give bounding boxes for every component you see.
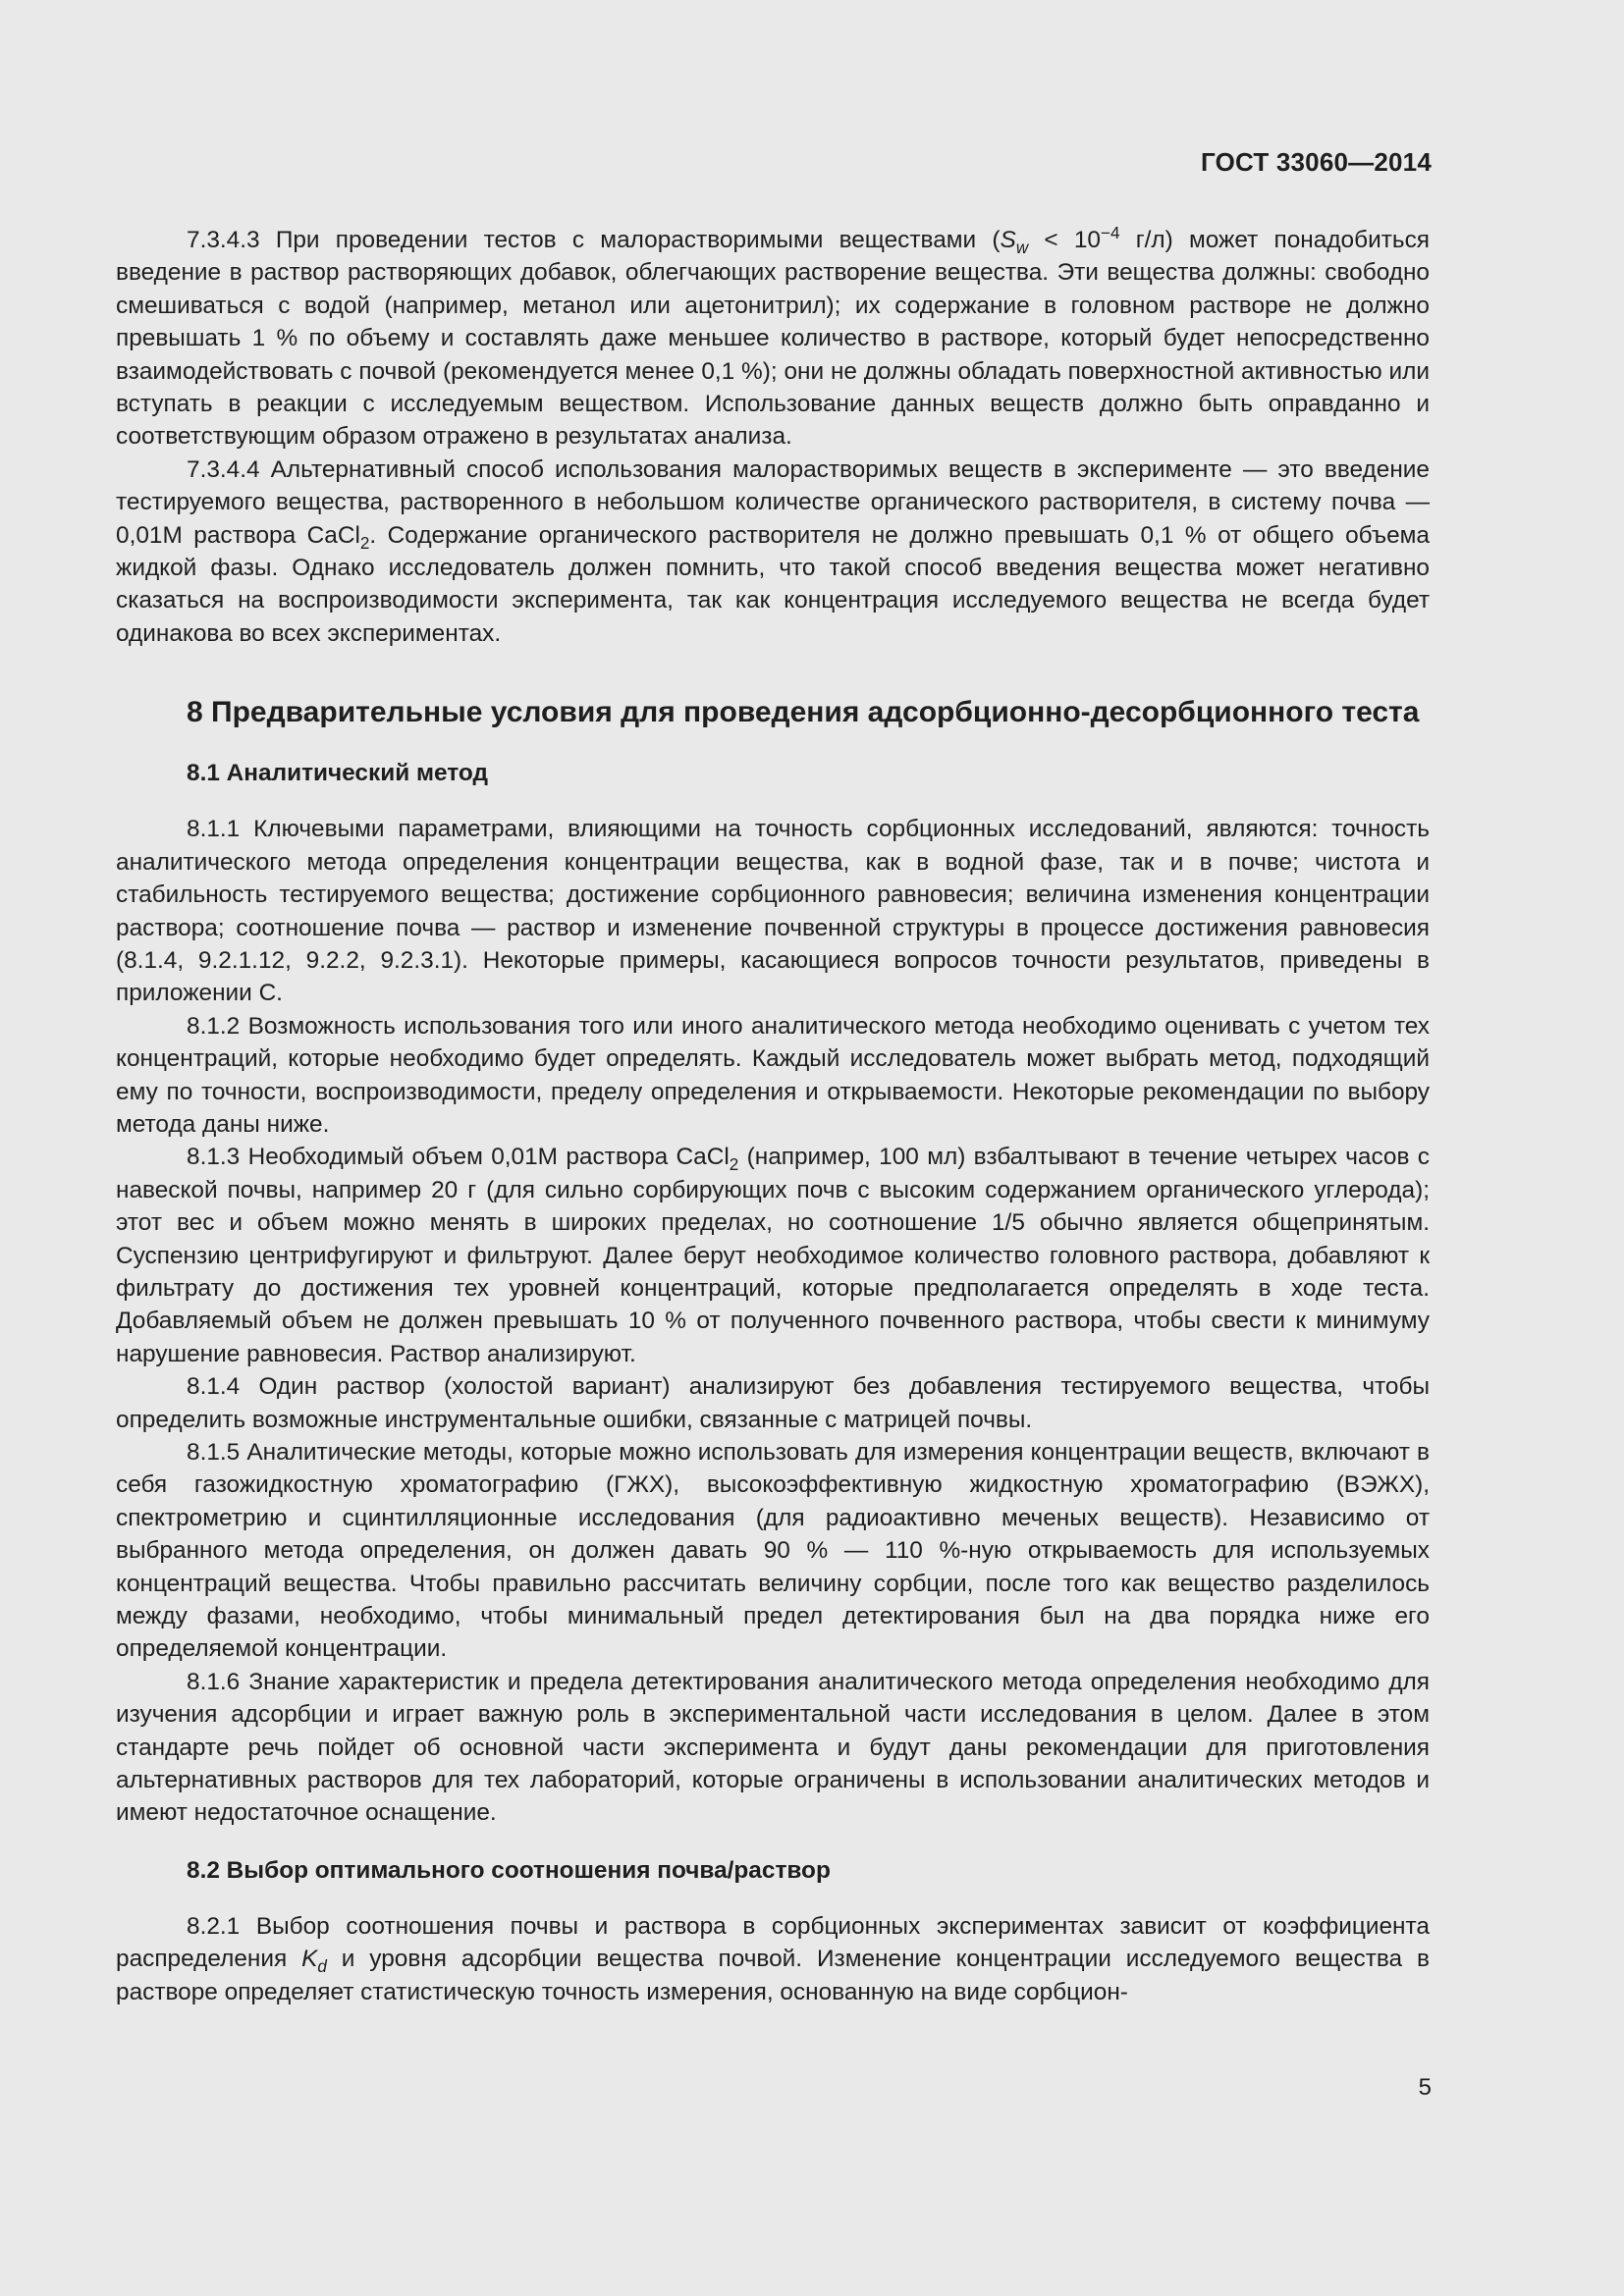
paragraph-7-3-4-3: 7.3.4.3 При проведении тестов с малорастворимыми веществами ($S_w < 10^{-4}$ г/л) может понадобиться введение в раствор растворяющих добавок, облегчающих растворение вещества. Эти вещества должны: свободно смешиваться с водой (например, метанол или ацетонитрил); их содержание в головном растворе не должно превышать 1 % по объему и составлять даже меньшее количество в растворе, который будет непосредственно взаимодействовать с почвой (рекомендуется менее 0,1 %); они не должны обладать поверхностной активностью или вступать в реакции с исследуемым веществом. Использование данных веществ должно быть оправданно и соответствующим образом отражено в результатах анализа.	[116, 223, 1430, 451]
subsection-8-1-heading: 8.1 Аналитический метод	[187, 760, 488, 787]
paragraph-8-2-1: 8.2.1 Выбор соотношения почвы и раствора в сорбционных экспериментах зависит от коэффициента распределения $K_d$ и уровня адсорбции вещества почвой. Изменение концентрации исследуемого вещества в растворе определяет статистическую точность измерения, основанную на виде сорбцион-	[116, 1912, 1430, 2005]
paragraph-8-1-6: 8.1.6 Знание характеристик и предела детектирования аналитического метода определения необходимо для изучения адсорбции и играет важную роль в экспериментальной части исследования в целом. Далее в этом стандарте речь пойдет об основной части эксперимента и будут даны рекомендации для приготовления альтернативных растворов для тех лабораторий, которые ограничены в использовании аналитических методов и имеют недостаточное оснащение.	[116, 1668, 1430, 1827]
paragraph-8-1-1: 8.1.1 Ключевыми параметрами, влияющими на точность сорбционных исследований, являются: точность аналитического метода определения концентрации вещества, как в водной фазе, так и в почве; чистота и стабильность тестируемого вещества; достижение сорбционного равновесия; величина изменения концентрации раствора; соотношение почва — раствор и изменение почвенной структуры в процессе достижения равновесия (8.1.4, 9.2.1.12, 9.2.2, 9.2.3.1). Некоторые примеры, касающиеся вопросов точности результатов, приведены в приложении С.	[116, 816, 1430, 1007]
section-8-heading: 8 Предварительные условия для проведения адсорбционно-десорбционного теста	[187, 696, 1420, 729]
subsection-8-2-heading: 8.2 Выбор оптимального соотношения почва/раствор	[187, 1856, 831, 1884]
document-header: ГОСТ 33060—2014	[1201, 147, 1432, 177]
paragraph-8-1-5: 8.1.5 Аналитические методы, которые можно использовать для измерения концентрации веществ, включают в себя газожидкостную хроматографию (ГЖХ), высокоэффективную жидкостную хроматографию (ВЭЖХ), спектрометрию и сцинтилляционные исследования (для радиоактивно меченых веществ). Независимо от выбранного метода определения, он должен давать 90 % — 110 %-ную открываемость для используемых концентраций вещества. Чтобы правильно рассчитать величину сорбции, после того как вещество разделилось между фазами, необходимо, чтобы минимальный предел детектирования был на два порядка ниже его определяемой концентрации.	[116, 1439, 1430, 1663]
paragraph-7-3-4-4: 7.3.4.4 Альтернативный способ использования малорастворимых веществ в эксперименте — это введение тестируемого вещества, растворенного в небольшом количестве органического растворителя, в систему почва — 0,01М раствора CaCl$_2$. Содержание органического растворителя не должно превышать 0,1 % от общего объема жидкой фазы. Однако исследователь должен помнить, что такой способ введения вещества может негативно сказаться на воспроизводимости эксперимента, так как концентрация исследуемого вещества не всегда будет одинакова во всех экспериментах.	[116, 455, 1430, 647]
document-body	[116, 224, 1430, 2008]
page-number: 5	[1418, 2074, 1432, 2101]
paragraph-8-1-3: 8.1.3 Необходимый объем 0,01М раствора CaCl$_2$ (например, 100 мл) взбалтывают в течение четырех часов с навеской почвы, например 20 г (для сильно сорбирующих почв с высоким содержанием органического углерода); этот вес и объем можно менять в широких пределах, но соотношение 1/5 обычно является общепринятым. Суспензию центрифугируют и фильтруют. Далее берут необходимое количество головного раствора, добавляют к фильтрату до достижения тех уровней концентраций, которые предполагается определять в ходе теста. Добавляемый объем не должен превышать 10 % от полученного почвенного раствора, чтобы свести к минимуму нарушение равновесия. Раствор анализируют.	[116, 1144, 1430, 1367]
paragraph-8-1-4: 8.1.4 Один раствор (холостой вариант) анализируют без добавления тестируемого вещества, чтобы определить возможные инструментальные ошибки, связанные с матрицей почвы.	[116, 1373, 1430, 1433]
paragraph-8-1-2: 8.1.2 Возможность использования того или иного аналитического метода необходимо оценивать с учетом тех концентраций, которые необходимо будет определять. Каждый исследователь может выбрать метод, подходящий ему по точности, воспроизводимости, пределу определения и открываемости. Некоторые рекомендации по выбору метода даны ниже.	[116, 1012, 1430, 1138]
